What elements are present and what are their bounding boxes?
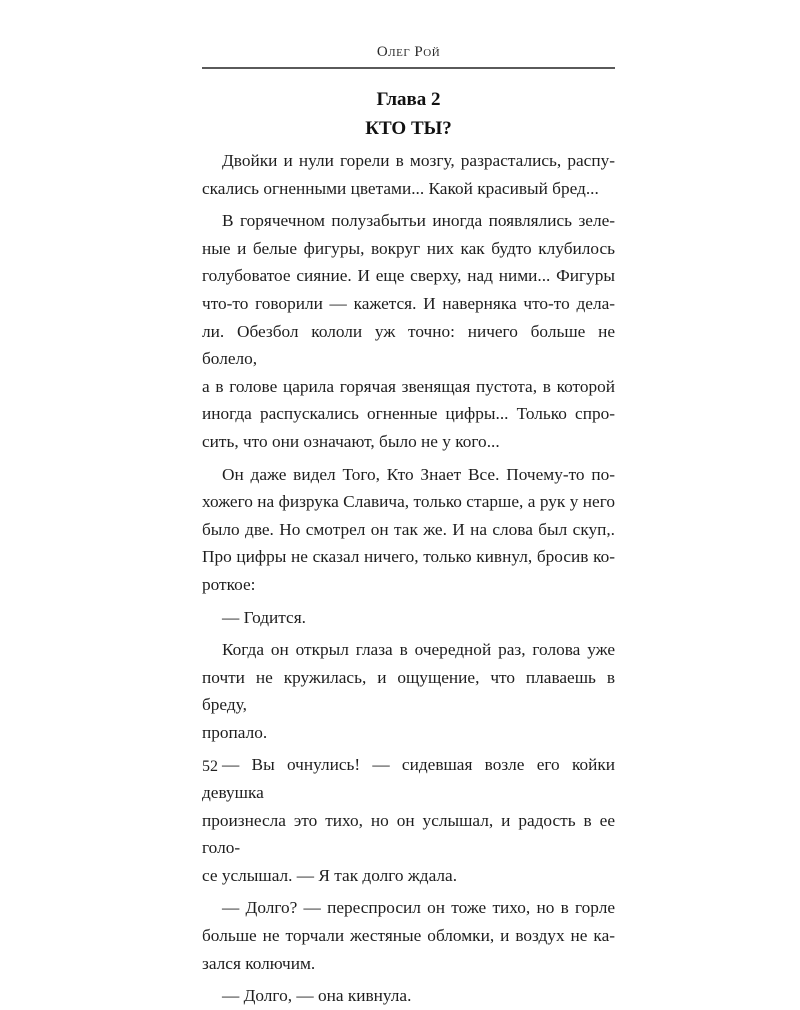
running-head-author: Олег Рой [376,44,441,60]
text-line: Про цифры не сказал ничего, только кивнул, бросив ко- [202,547,615,567]
text-line: что-то говорили — кажется. И наверняка что-то дела- [202,293,615,313]
header-rule [202,67,615,69]
paragraph [202,207,615,455]
paragraph [202,894,615,977]
chapter-number: Глава 2 [376,89,441,110]
text-line: хожего на физрука Славича, только старше, а рук у него [202,492,615,512]
text-line: — Вы очнулись! — сидевшая возле его койки девушка [202,755,615,803]
paragraph [202,636,615,746]
paragraph [202,604,615,632]
text-line: — Долго, — она кивнула. [222,986,412,1006]
text-line: ли. Обезбол кололи уж точно: ничего больше не болело, [202,321,615,369]
text-line: ные и белые фигуры, вокруг них как будто клубилось [202,238,615,258]
text-line: пропало. [202,722,268,742]
text-line: се услышал. — Я так долго ждала. [202,865,458,885]
text-line: а в голове царила горячая звенящая пустота, в которой [202,376,615,396]
text-line: голубоватое сияние. И еще сверху, над ними... Фигуры [202,266,615,286]
text-line: произнесла это тихо, но он услышал, и радость в ее голо- [202,810,615,858]
text-line: почти не кружилась, и ощущение, что плаваешь в бреду, [202,667,615,715]
text-line: Когда он открыл глаза в очередной раз, голова уже [222,640,615,660]
text-line: зался колючим. [202,953,316,973]
book-page [202,0,615,1006]
text-line: — Годится. [222,607,306,627]
paragraph [202,751,615,889]
text-line: В горячечном полузабытьи иногда появлялись зеле- [222,211,615,231]
paragraph [202,147,615,202]
text-line: Двойки и нули горели в мозгу, разрастались, распу- [222,151,615,170]
text-line: сить, что они означают, было не у кого... [202,431,500,451]
text-line: — Долго? — переспросил он тоже тихо, но в горле [222,898,615,918]
chapter-title: КТО ТЫ? [365,118,452,139]
text-line: было две. Но смотрел он так же. И на слова был скуп,. [202,519,615,539]
text-line: роткое: [202,574,256,594]
body-text [202,147,615,1010]
page-number: 52 [202,758,218,775]
text-line: больше не торчали жестяные обломки, и воздух не ка- [202,926,615,946]
paragraph [202,461,615,599]
text-line: иногда распускались огненные цифры... Только спро- [202,404,615,424]
text-line: скались огненными цветами... Какой красивый бред... [202,178,599,198]
paragraph [202,982,615,1010]
text-line: Он даже видел Того, Кто Знает Все. Почему-то по- [222,464,615,484]
chapter-heading [202,85,615,143]
